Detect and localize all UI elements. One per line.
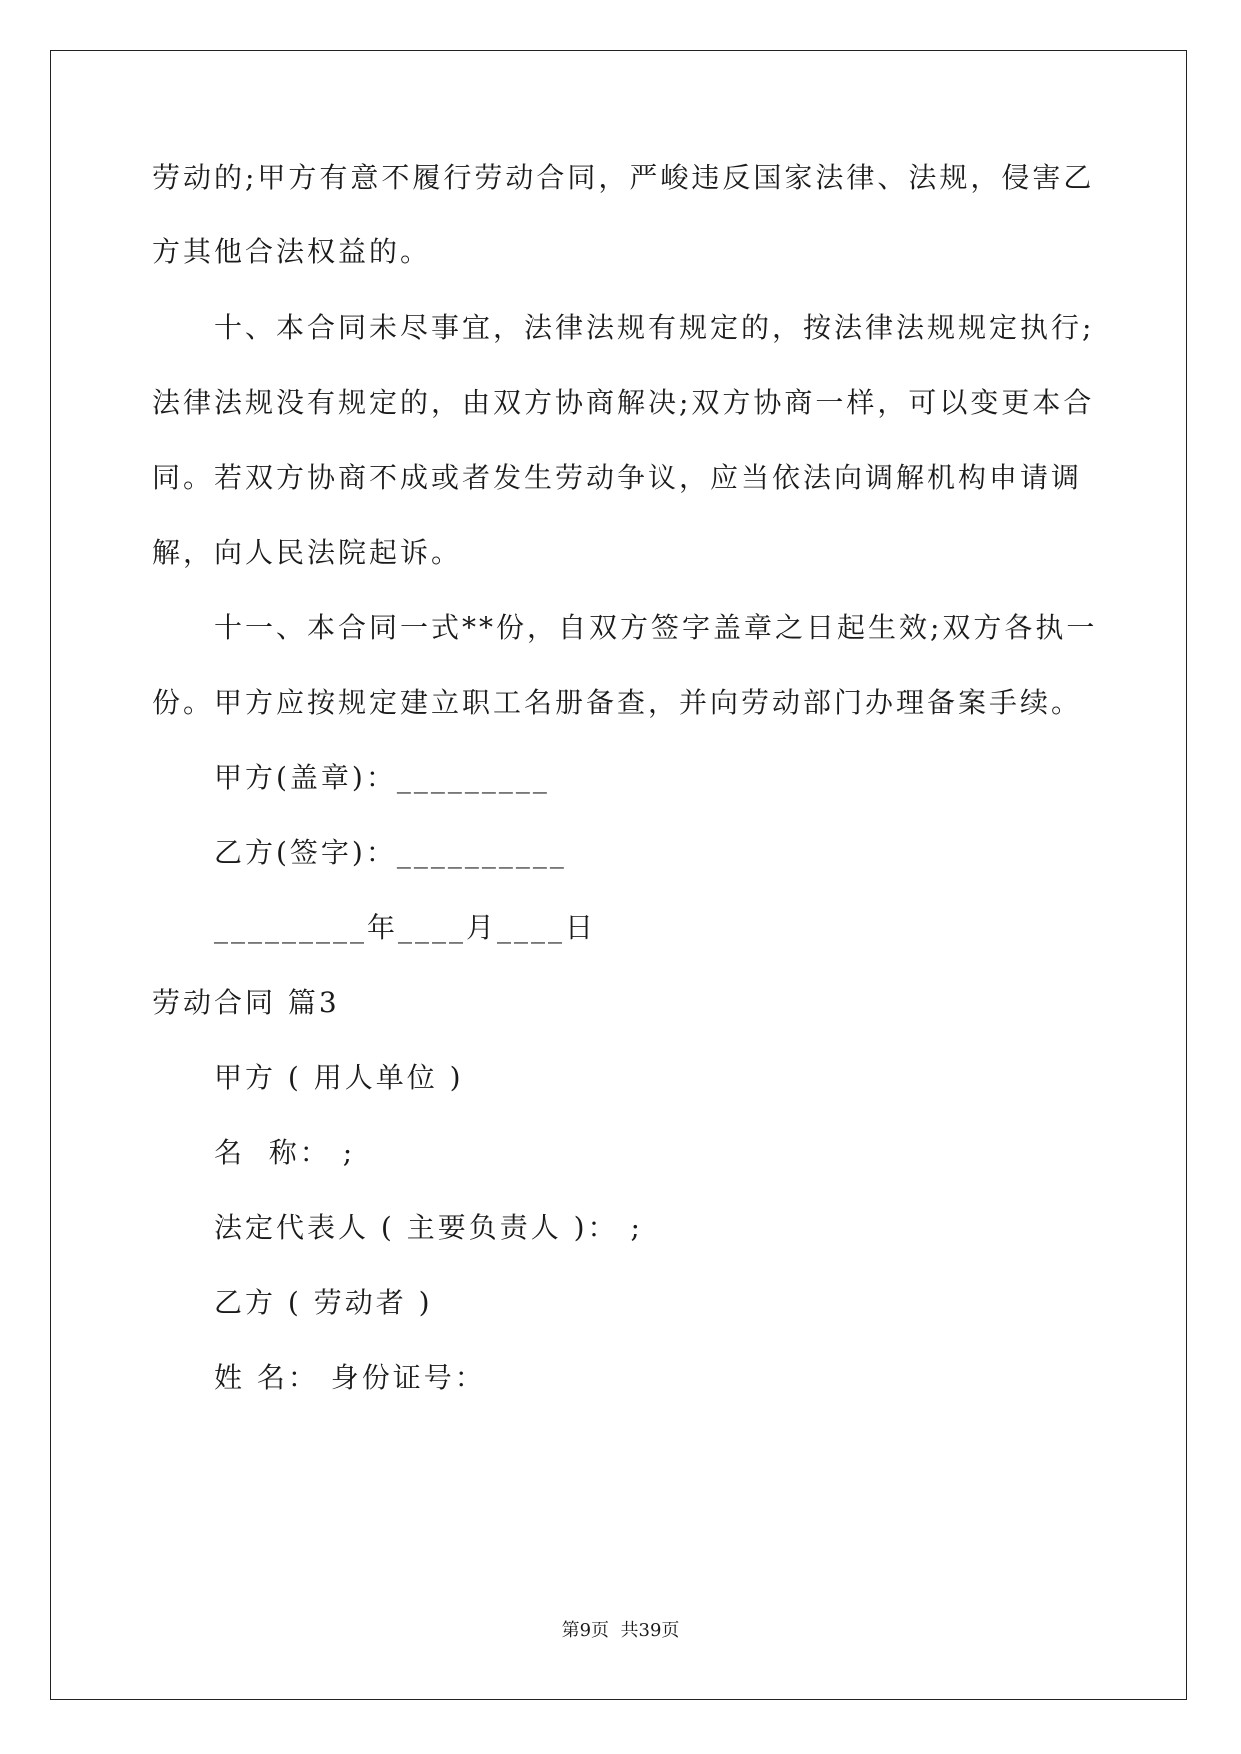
text-line: 方其他合法权益的。: [152, 235, 432, 268]
text-line: 同。若双方协商不成或者发生劳动争议，应当依法向调解机构申请调: [152, 461, 1083, 494]
page-number: 第9页 共39页: [561, 1620, 680, 1641]
section-heading: 劳动合同 篇3: [152, 986, 340, 1019]
clause-11-line: 十一、本合同一式**份，自双方签字盖章之日起生效;双方各执一: [214, 611, 1098, 644]
party-a-label: 甲方 ( 用人单位 ): [214, 1061, 464, 1094]
text-line: 法律法规没有规定的，由双方协商解决;双方协商一样，可以变更本合: [152, 386, 1095, 419]
name-field: 名 称： ;: [214, 1136, 356, 1169]
legal-rep-field: 法定代表人 ( 主要负责人 )： ;: [214, 1211, 643, 1244]
party-b-label: 乙方 ( 劳动者 ): [214, 1286, 433, 1319]
page-border: [50, 50, 1187, 1700]
text-line: 解，向人民法院起诉。: [152, 536, 463, 569]
text-line: 份。甲方应按规定建立职工名册备查，并向劳动部门办理备案手续。: [152, 686, 1083, 719]
text-line: 劳动的;甲方有意不履行劳动合同，严峻违反国家法律、法规，侵害乙: [152, 161, 1095, 194]
id-field: 姓 名： 身份证号：: [214, 1361, 486, 1394]
date-line: _________年____月____日: [214, 911, 597, 944]
clause-10-line: 十、本合同未尽事宜，法律法规有规定的，按法律法规规定执行;: [214, 311, 1095, 344]
party-b-sign-line: 乙方(签字)：__________: [214, 836, 567, 869]
party-a-seal-line: 甲方(盖章)：_________: [214, 761, 550, 794]
